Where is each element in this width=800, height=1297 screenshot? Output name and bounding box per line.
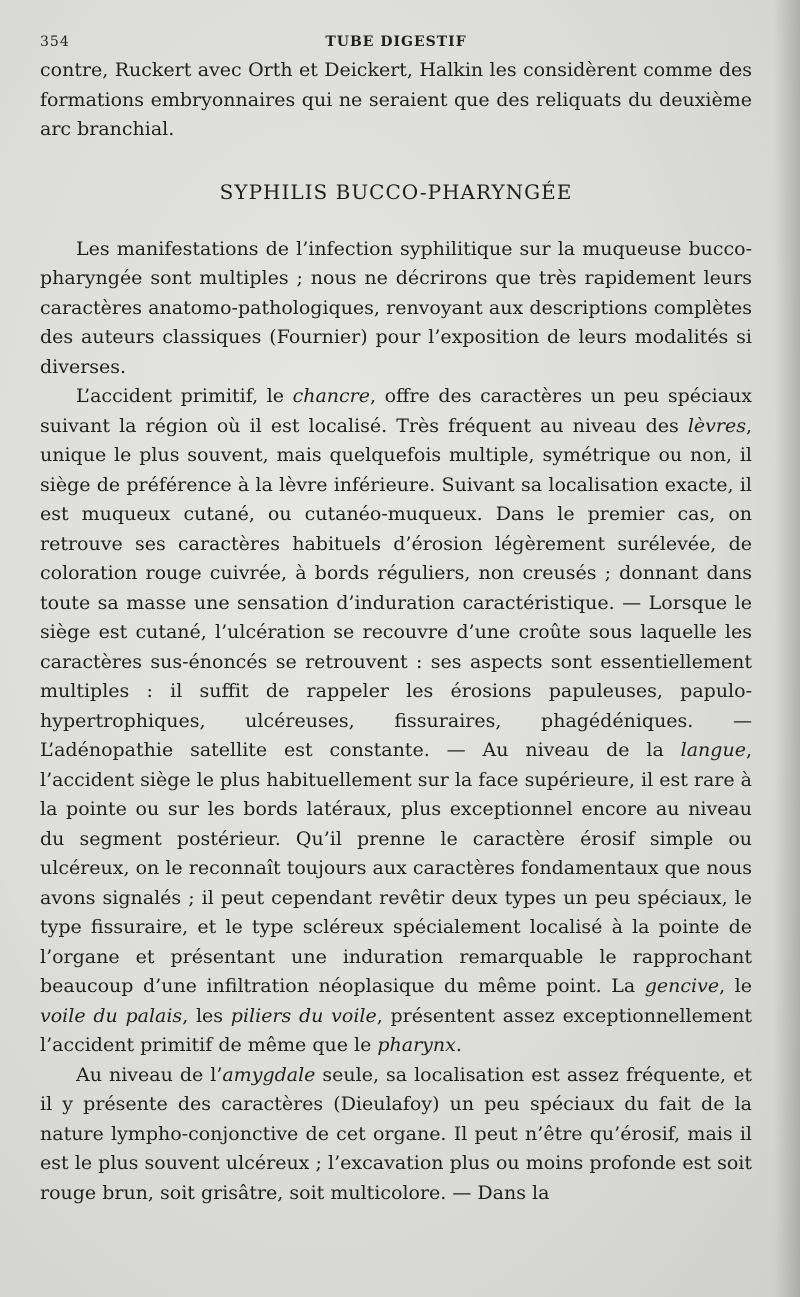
- italic-term-gencive: gencive: [644, 975, 720, 997]
- text-run: L’accident primitif, le: [76, 385, 293, 407]
- text-run: , les: [182, 1004, 231, 1027]
- section-title: SYPHILIS BUCCO-PHARYNGÉE: [219, 179, 573, 204]
- intro-paragraph: contre, Ruckert avec Orth et Deickert, Halkin les considèrent comme des formations embryonnaires qui ne seraient que des reliquats du deuxième arc branchial.: [40, 59, 752, 140]
- text-run: Au niveau de l’: [76, 1063, 223, 1086]
- text-run: , unique le plus souvent, mais quelquefois multiple, symétrique ou non, il siège de préférence à la lèvre inférieure. Suivant sa localisation exacte, il est muqueux cutané, ou cutanéo-muqueux. Dans le premier cas, on retrouve ses caractères habituels d’érosion légèrement surélevée, de coloration rouge cuivrée, à bords réguliers, non creusés ; donnant dans toute sa masse une sensation d’induration caractéristique. — Lorsque le siège est cutané, l’ulcération se recouvre d’une croûte sous laquelle les caractères sus-énoncés se retrouvent : ses aspects sont essentiellement multiples : il suffit de rappeler les érosions papuleuses, papulo-hypertrophiques, ulcéreuses, fissuraires, phagédéniques. — L’adénopathie satellite est constante. — Au niveau de la: [40, 414, 752, 761]
- text-run: seule, sa localisation est assez fréquente, et il y présente des caractères (Dieulafoy) un peu spéciaux du fait de la nature lympho-conjonctive de cet organe. Il peut n’être qu’érosif, mais il est le plus souvent ulcéreux ; l’excavation plus ou moins profonde est soit rouge brun, soit grisâtre, soit multicolore. — Dans la: [40, 1063, 752, 1204]
- page-number: 354: [40, 34, 70, 50]
- text-run: , le: [719, 975, 752, 997]
- italic-term-levres: lèvres: [687, 414, 746, 437]
- text-run: , l’accident siège le plus habituellement sur la face supérieure, il est rare à la pointe ou sur les bords latéraux, plus exceptionnel encore au niveau du segment postérieur. Qu’il prenne le caractère érosif simple ou ulcéreux, on le reconnaît toujours aux caractères fondamentaux que nous avons signalés ; il peut cependant revêtir deux types un peu spéciaux, le type fissuraire, et le type scléreux spécialement localisé à la pointe de l’organe et présentant une induration remarquable le rapprochant beaucoup d’une infiltration néoplasique du même point. La: [40, 739, 752, 997]
- paragraph-2: [40, 382, 752, 1061]
- italic-term-pharynx: pharynx: [377, 1034, 456, 1056]
- text-run: , offre des caractères un peu spéciaux suivant la région où il est localisé. Très fréquent au niveau des: [40, 385, 752, 437]
- italic-term-langue: langue: [680, 739, 746, 761]
- italic-term-chancre: chancre: [292, 385, 370, 407]
- italic-term-amygdale: amygdale: [222, 1063, 316, 1086]
- text-run: .: [455, 1034, 462, 1056]
- italic-term-voile-du-palais: voile du palais: [40, 1004, 183, 1027]
- text-run: , présentent assez exceptionnellement l’accident primitif de même que le: [40, 1004, 752, 1056]
- running-title: TUBE DIGESTIF: [325, 34, 467, 50]
- paragraph-1: Les manifestations de l’infection syphilitique sur la muqueuse bucco-pharyngée sont multiples ; nous ne décrirons que très rapidement leurs caractères anatomo-pathologiques, renvoyant aux descriptions complètes des auteurs classiques (Fournier) pour l’exposition de leurs modalités si diverses.: [40, 237, 752, 378]
- page-header: [40, 30, 752, 56]
- italic-term-piliers-du-voile: piliers du voile: [230, 1004, 377, 1027]
- paragraph-3: [40, 1061, 752, 1209]
